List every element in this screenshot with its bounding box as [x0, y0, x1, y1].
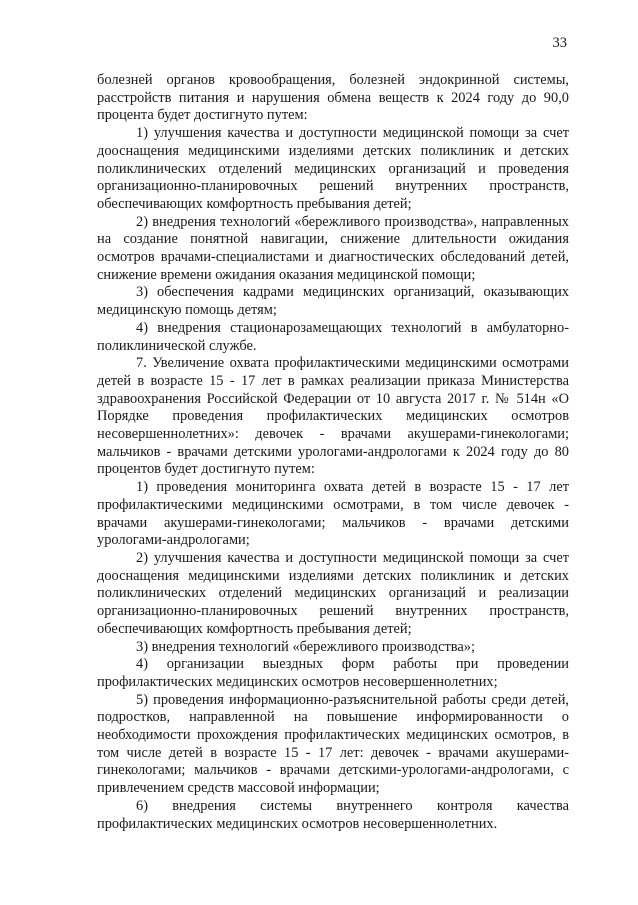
- page-number: 33: [552, 35, 567, 51]
- list-item: 3) внедрения технологий «бережливого производства»;: [136, 638, 475, 655]
- list-item: 4) внедрения стационарозамещающих технологий в амбулаторно-поликлинической службе.: [97, 319, 569, 354]
- list-item: 2) внедрения технологий «бережливого производства», направленных на создание понятной навигации, снижение длительности ожидания осмотров врачами-специалистами и диагностических обследований детей, снижение времени ожидания оказания медицинской помощи;: [97, 213, 569, 283]
- list-item: 4) организации выездных форм работы при проведении профилактических медицинских осмотров несовершеннолетних;: [97, 656, 569, 690]
- list-item: 1) улучшения качества и доступности медицинской помощи за счет дооснащения медицинскими изделиями детских поликлиник и детских поликлинических отделений медицинских организаций и проведения организационно-планировочных решений внутренних пространств, обеспечивающих комфортность пребывания детей;: [97, 125, 569, 212]
- list-item: 5) проведения информационно-разъяснительной работы среди детей, подростков, направленной на повышение информированности о необходимости прохождения профилактических медицинских осмотров, в том числе детей в возрасте 15 - 17 лет: девочек - врачами акушерами-гинекологами; мальчиков - врачами детскими-урологами-андрологами, с привлечением средств массовой информации;: [97, 691, 569, 797]
- list-item: 3) обеспечения кадрами медицинских организаций, оказывающих медицинскую помощь детям;: [97, 284, 569, 319]
- paragraph-continuation: болезней органов кровообращения, болезней эндокринной системы, расстройств питания и нарушения обмена веществ к 2024 году до 90,0 процента будет достигнуто путем:: [97, 72, 569, 124]
- list-item: 6) внедрения системы внутреннего контроля качества профилактических медицинских осмотров несовершеннолетних.: [97, 797, 569, 832]
- list-item: 2) улучшения качества и доступности медицинской помощи за счет дооснащения медицинскими изделиями детских поликлиник и детских поликлинических отделений медицинских организаций и реализации организационно-планировочных решений внутренних пространств, обеспечивающих комфортность пребывания детей;: [97, 549, 569, 637]
- list-item: 1) проведения мониторинга охвата детей в возрасте 15 - 17 лет профилактическими медицинскими осмотрами, в том числе девочек - врачами акушерами-гинекологами; мальчиков - врачами детскими урологами-андрологами;: [97, 479, 569, 549]
- numbered-section-paragraph: 7. Увеличение охвата профилактическими медицинскими осмотрами детей в возрасте 15 - 17 лет в рамках реализации приказа Министерства здравоохранения Российской Федерации от 10 августа 2017 г. № 514н «О Порядке проведения профилактических медицинских осмотров несовершеннолетних»: девочек - врачами акушерами-гинекологами; мальчиков - врачами детскими урологами-андрологами к 2024 году до 80 процентов будет достигнуто путем:: [97, 355, 569, 478]
- document-body: [97, 72, 569, 833]
